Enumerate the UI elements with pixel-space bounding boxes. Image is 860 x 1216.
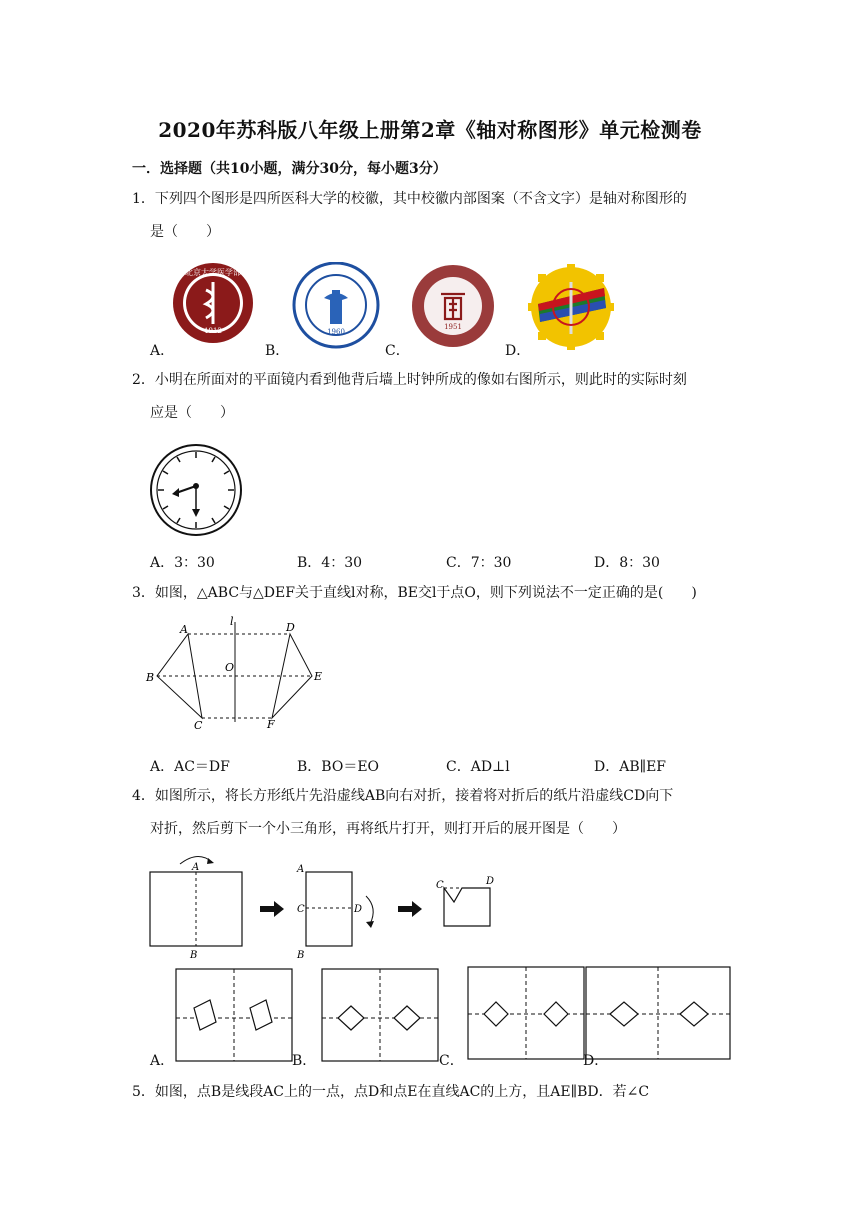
question-4-option-d[interactable]: D． (583, 1053, 609, 1069)
question-4-option-b[interactable]: B． (292, 1053, 317, 1069)
emblem-a-title: 北京大学医学部 (185, 268, 241, 277)
question-1 (132, 183, 732, 249)
question-5 (132, 1076, 732, 1109)
question-3-text: 3．如图，△ABC与△DEF关于直线l对称，BE交l于点O，则下列说法不一定正确的是( ) (132, 585, 697, 601)
question-4-option-c[interactable]: C． (439, 1053, 464, 1069)
question-1-option-c[interactable]: C． (385, 343, 410, 359)
question-4-option-a[interactable]: A． (150, 1053, 175, 1069)
q4-label-a-1: A (192, 862, 200, 873)
question-1-text-line1: 1．下列四个图形是四所医科大学的校徽，其中校徽内部图案（不含文字）是轴对称图形的 (132, 191, 687, 207)
q4-option-c-figure (464, 964, 590, 1064)
question-2 (132, 364, 732, 430)
question-3-option-a[interactable]: A．AC＝DF (150, 759, 230, 775)
emblem-b-year: 1960 (327, 328, 345, 336)
q3-label-a: A (180, 623, 188, 636)
q3-label-d: D (286, 621, 295, 634)
question-2-option-c[interactable]: C．7：30 (446, 555, 512, 571)
q4-label-b-1: B (190, 950, 198, 961)
q4-label-a-2: A (297, 864, 305, 875)
question-2-text-line2: 应是（ ） (150, 405, 234, 421)
section-heading: 一．选择题（共10小题，满分30分，每小题3分） (132, 161, 447, 177)
question-1-option-d[interactable]: D． (505, 343, 531, 359)
q4-label-d-2: D (354, 904, 363, 915)
question-5-text: 5．如图，点B是线段AC上的一点，点D和点E在直线AC的上方，且AE∥BD．若∠C (132, 1084, 650, 1100)
emblem-d-image (528, 264, 614, 350)
question-2-option-b[interactable]: B．4：30 (297, 555, 363, 571)
question-3-option-d[interactable]: D．AB∥EF (594, 759, 667, 775)
page-title: 2020年苏科版八年级上册第2章《轴对称图形》单元检测卷 (158, 118, 702, 142)
q4-option-a-figure (170, 966, 296, 1064)
question-1-text-line2: 是（ ） (150, 224, 220, 240)
q4-label-b-2: B (297, 950, 305, 961)
question-4-text-line2: 对折，然后剪下一个小三角形，再将纸片打开，则打开后的展开图是（ ） (150, 821, 626, 837)
q4-option-b-figure (318, 966, 444, 1064)
emblem-b-image (291, 262, 383, 352)
q4-option-d-figure (582, 964, 732, 1064)
question-3 (132, 577, 732, 610)
q3-label-b: B (146, 671, 155, 684)
q4-label-c-2: C (297, 904, 305, 915)
emblem-a-year: 1912 (204, 327, 222, 335)
question-3-option-b[interactable]: B．BO＝EO (297, 759, 380, 775)
emblem-a-image (170, 262, 266, 348)
q3-label-o: O (225, 661, 235, 674)
clock-figure (148, 442, 244, 538)
q4-folding-steps-figure (140, 850, 520, 962)
question-2-option-d[interactable]: D．8：30 (594, 555, 660, 571)
question-2-option-a[interactable]: A．3：30 (150, 555, 215, 571)
question-1-option-a[interactable]: A． (150, 343, 175, 359)
q3-label-e: E (314, 670, 323, 683)
q3-label-l: l (230, 615, 234, 628)
q4-label-d-3: D (486, 876, 495, 887)
q3-symmetry-figure (140, 614, 340, 734)
question-4 (132, 780, 732, 846)
question-2-text-line1: 2．小明在所面对的平面镜内看到他背后墙上时钟所成的像如右图所示，则此时的实际时刻 (132, 372, 687, 388)
q4-label-c-3: C (436, 880, 444, 891)
emblem-c-year: 1951 (444, 323, 462, 331)
question-4-text-line1: 4．如图所示，将长方形纸片先沿虚线AB向右对折，接着将对折后的纸片沿虚线CD向下 (132, 788, 674, 804)
q3-label-f: F (267, 718, 275, 731)
emblem-c-image (410, 264, 498, 350)
q3-label-c: C (194, 719, 203, 732)
question-1-option-b[interactable]: B． (265, 343, 290, 359)
question-3-option-c[interactable]: C．AD⊥l (446, 759, 510, 775)
